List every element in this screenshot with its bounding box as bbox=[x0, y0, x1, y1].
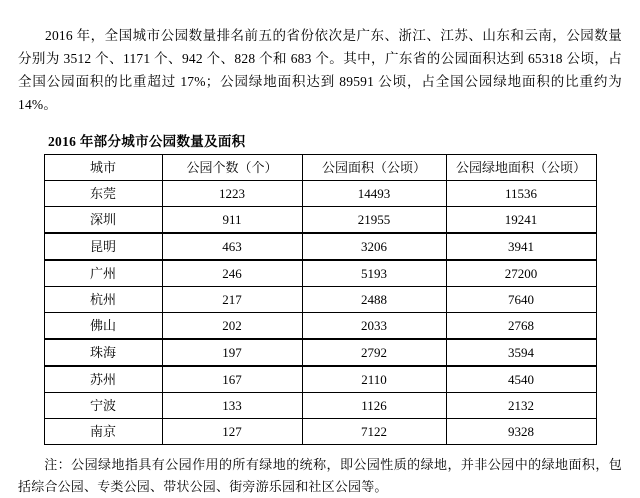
cell-park-count: 197 bbox=[162, 339, 302, 366]
cell-green-area: 3594 bbox=[446, 339, 596, 366]
table-note bbox=[18, 454, 622, 498]
table-row bbox=[44, 392, 596, 418]
park-statistics-table bbox=[44, 154, 597, 445]
table-header-row bbox=[44, 154, 596, 180]
cell-park-count: 217 bbox=[162, 286, 302, 312]
cell-city: 昆明 bbox=[44, 233, 162, 260]
table-row bbox=[44, 312, 596, 339]
column-header-park-area: 公园面积（公顷） bbox=[302, 154, 446, 180]
column-header-green-area: 公园绿地面积（公顷） bbox=[446, 154, 596, 180]
cell-city: 深圳 bbox=[44, 206, 162, 233]
cell-city: 杭州 bbox=[44, 286, 162, 312]
table-row bbox=[44, 418, 596, 444]
table-row bbox=[44, 233, 596, 260]
cell-green-area: 7640 bbox=[446, 286, 596, 312]
intro-text: 2016 年，全国城市公园数量排名前五的省份依次是广东、浙江、江苏、山东和云南，公园数量分别为 3512 个、1171 个、942 个、828 个和 683 个。其中，广东省的公园面积达到 65318 公顷，占全国公园面积的比重超过 17%；公园绿地面积达到 89591 公顷，占全国公园绿地面积的比重约为 14%。 bbox=[18, 27, 622, 113]
cell-green-area: 27200 bbox=[446, 260, 596, 287]
cell-park-area: 2033 bbox=[302, 312, 446, 339]
cell-park-area: 2110 bbox=[302, 366, 446, 393]
cell-park-area: 21955 bbox=[302, 206, 446, 233]
cell-green-area: 2768 bbox=[446, 312, 596, 339]
cell-park-count: 911 bbox=[162, 206, 302, 233]
cell-green-area: 4540 bbox=[446, 366, 596, 393]
cell-city: 珠海 bbox=[44, 339, 162, 366]
cell-green-area: 11536 bbox=[446, 180, 596, 206]
column-header-park-count: 公园个数（个） bbox=[162, 154, 302, 180]
cell-park-area: 2792 bbox=[302, 339, 446, 366]
cell-park-area: 5193 bbox=[302, 260, 446, 287]
cell-park-count: 133 bbox=[162, 392, 302, 418]
cell-city: 苏州 bbox=[44, 366, 162, 393]
cell-park-area: 3206 bbox=[302, 233, 446, 260]
table-row bbox=[44, 286, 596, 312]
note-text: 注：公园绿地指具有公园作用的所有绿地的统称，即公园性质的绿地，并非公园中的绿地面积，包括综合公园、专类公园、带状公园、街旁游乐园和社区公园等。 bbox=[18, 456, 622, 494]
cell-park-count: 246 bbox=[162, 260, 302, 287]
cell-park-count: 127 bbox=[162, 418, 302, 444]
cell-park-area: 1126 bbox=[302, 392, 446, 418]
table-row bbox=[44, 180, 596, 206]
table-row bbox=[44, 260, 596, 287]
cell-park-count: 167 bbox=[162, 366, 302, 393]
cell-park-count: 1223 bbox=[162, 180, 302, 206]
cell-city: 广州 bbox=[44, 260, 162, 287]
cell-green-area: 2132 bbox=[446, 392, 596, 418]
cell-park-area: 7122 bbox=[302, 418, 446, 444]
cell-city: 宁波 bbox=[44, 392, 162, 418]
cell-city: 南京 bbox=[44, 418, 162, 444]
column-header-city: 城市 bbox=[44, 154, 162, 180]
cell-park-area: 2488 bbox=[302, 286, 446, 312]
cell-park-area: 14493 bbox=[302, 180, 446, 206]
cell-green-area: 19241 bbox=[446, 206, 596, 233]
cell-green-area: 9328 bbox=[446, 418, 596, 444]
cell-park-count: 202 bbox=[162, 312, 302, 339]
cell-city: 东莞 bbox=[44, 180, 162, 206]
cell-park-count: 463 bbox=[162, 233, 302, 260]
table-title: 2016 年部分城市公园数量及面积 bbox=[48, 133, 246, 149]
table-row bbox=[44, 206, 596, 233]
table-row bbox=[44, 366, 596, 393]
intro-paragraph bbox=[18, 24, 622, 117]
cell-city: 佛山 bbox=[44, 312, 162, 339]
cell-green-area: 3941 bbox=[446, 233, 596, 260]
table-row bbox=[44, 339, 596, 366]
